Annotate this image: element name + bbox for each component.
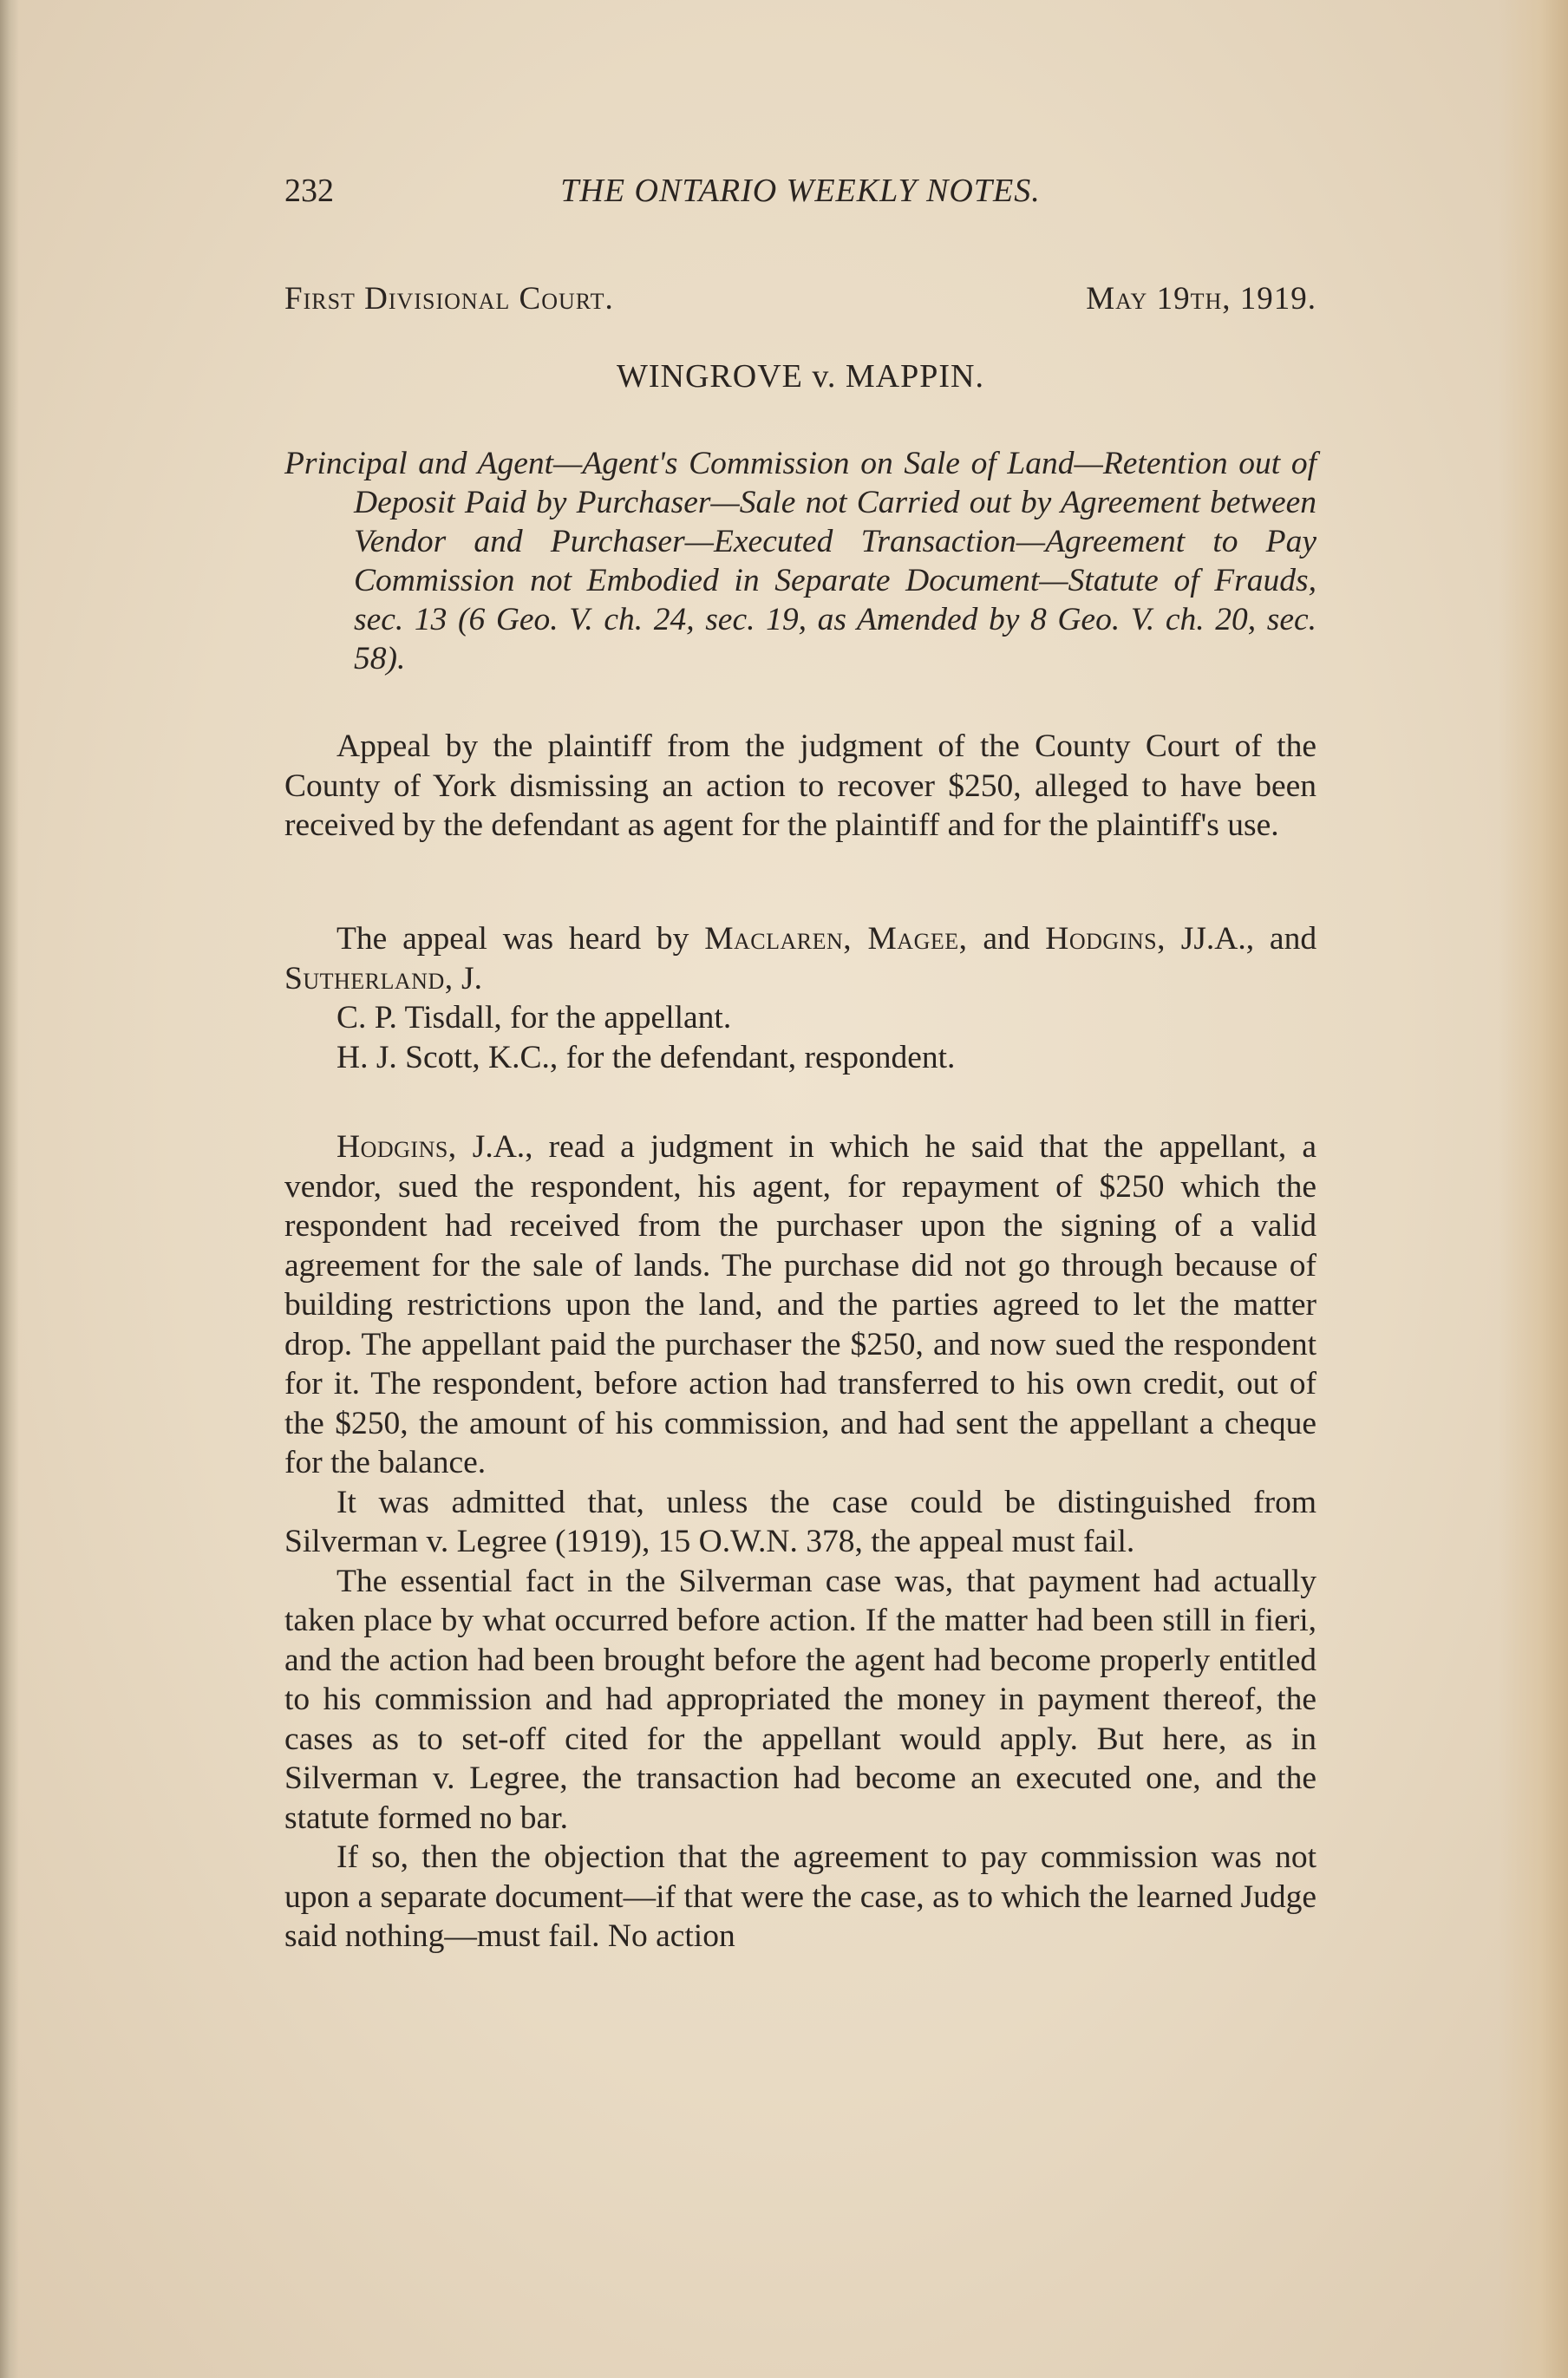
heard-jja: JJ.A., and — [1180, 921, 1317, 957]
judgment-paragraph-1-text: J.A., read a judgment in which he said that the appellant, a vendor, sued the respondent, his agent, for repayment of $250 which the respondent had received from the purchaser upon the signing of a valid agreement for the sale of lands. The purchase did not go through because of building restrictions upon the land, and the parties agreed to let the matter drop. The appellant paid the purchaser the $250, and now sued the respondent for it. The respondent, before action had transferred to his own credit, out of the $250, the amount of his commission, and had sent the appellant a cheque for the balance. — [284, 1129, 1316, 1480]
headnote — [284, 444, 1316, 678]
running-title: THE ONTARIO WEEKLY NOTES. — [560, 173, 1041, 209]
judges-third: Sutherland, — [284, 960, 454, 996]
court-name: First Divisional Court. — [284, 281, 614, 317]
judgment-paragraph-2: It was admitted that, unless the case could be distinguished from Silverman v. Legree (1919), 15 O.W.N. 378, the appeal must fail. — [284, 1484, 1316, 1559]
headnote-text: Principal and Agent—Agent's Commission on Sale of Land—Retention out of Deposit Paid by Purchaser—Sale not Carried out by Agreement between Vendor and Purchaser—Executed Transaction—Agreement to Pay Commission not Embodied in Separate Document—Statute of Frauds, sec. 13 (6 Geo. V. ch. 24, sec. 19, as Amended by 8 Geo. V. ch. 20, sec. 58). — [284, 446, 1316, 676]
heard-and: and — [983, 921, 1030, 957]
judges-first: Maclaren, Magee, — [704, 921, 968, 957]
appeal-paragraph: Appeal by the plaintiff from the judgment of the County Court of the County of York dismissing an action to recover $250, alleged to have been received by the defendant as agent for the plaintiff and for the plaintiff's use. — [284, 728, 1316, 843]
page-number: 232 — [284, 173, 334, 209]
page-left-edge — [0, 0, 19, 2378]
case-title: WINGROVE v. MAPPIN. — [617, 358, 984, 395]
judgment-paragraph-4: If so, then the objection that the agreement to pay commission was not upon a separate document—if that were the case, as to which the learned Judge said nothing—must fail. No action — [284, 1839, 1316, 1954]
decision-date: May 19th, 1919. — [1086, 281, 1316, 317]
heard-j: J. — [461, 960, 482, 996]
court-date-line — [284, 280, 1316, 323]
heard-by-paragraph — [284, 919, 1316, 998]
counsel-respondent: H. J. Scott, K.C., for the defendant, respondent. — [336, 1039, 956, 1075]
heard-intro: The appeal was heard by — [336, 921, 689, 957]
judges-second: Hodgins, — [1045, 921, 1166, 957]
judgment-paragraph-1 — [284, 1127, 1316, 1483]
judgment-judge: Hodgins, — [336, 1129, 457, 1165]
page-right-edge — [1499, 0, 1568, 2378]
hearing-section — [284, 919, 1316, 1077]
appeal-section — [284, 727, 1316, 846]
page-header — [284, 172, 1316, 215]
judgment-paragraph-3: The essential fact in the Silverman case was, that payment had actually taken place by what occurred before action. If the matter had been still in fieri, and the action had been brought before the agent had become properly entitled to his commission and had appropriated the money in payment thereof, the cases as to set-off cited for the appellant would apply. But here, as in Silverman v. Legree, the transaction had become an executed one, and the statute formed no bar. — [284, 1563, 1316, 1836]
counsel-appellant: C. P. Tisdall, for the appellant. — [336, 1000, 732, 1035]
judgment-section — [284, 1127, 1316, 1957]
